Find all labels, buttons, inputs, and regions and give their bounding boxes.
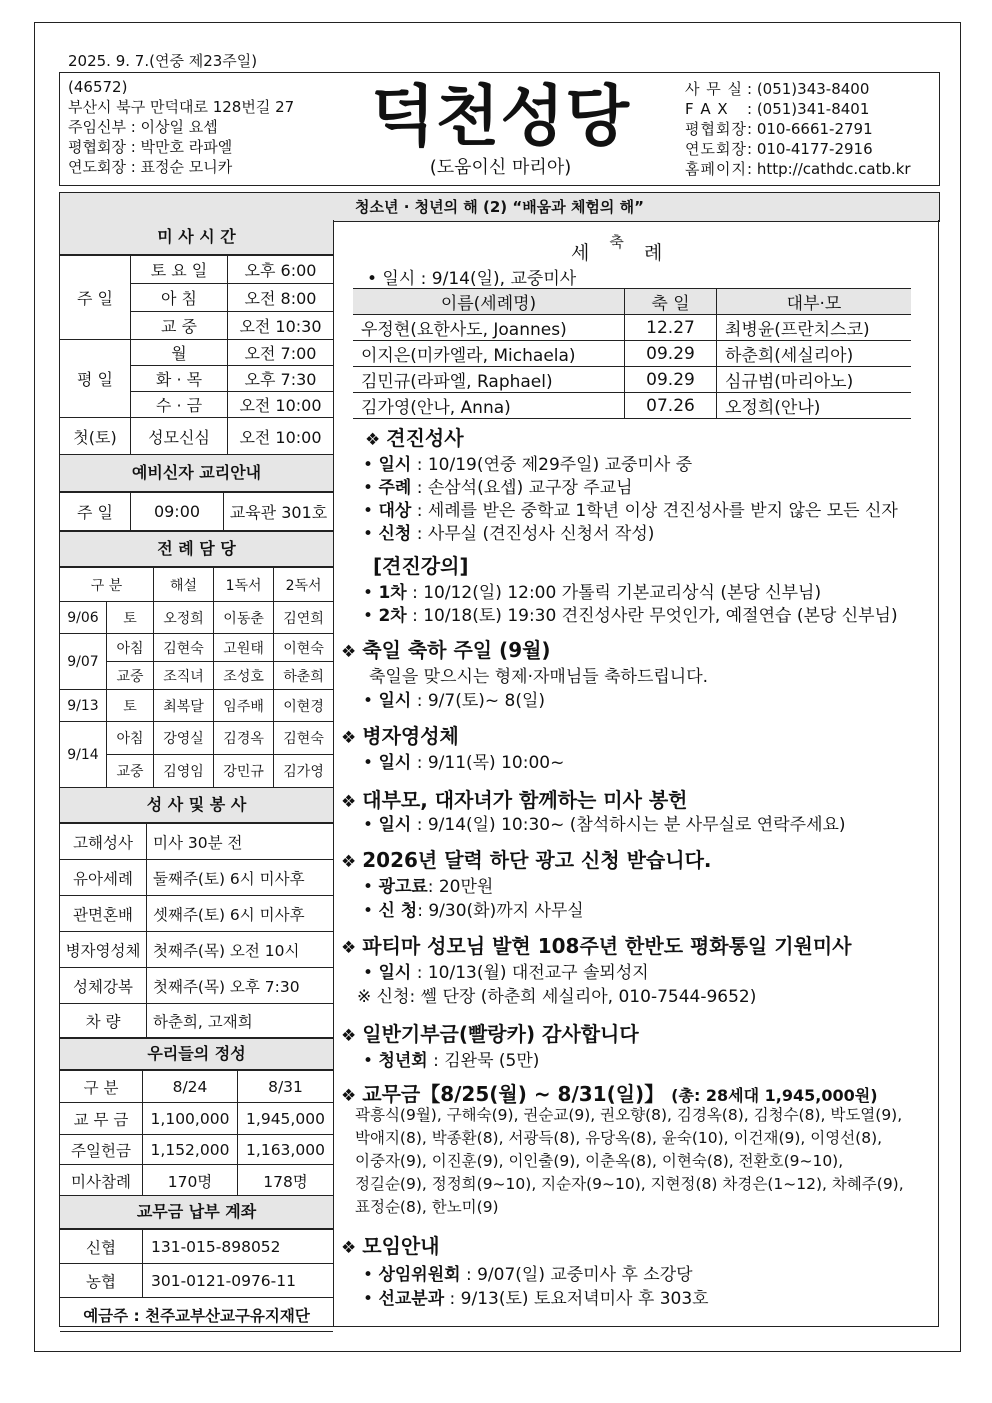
roster-date: 9/13 xyxy=(60,690,107,722)
mass-time: 오전 10:30 xyxy=(228,312,334,340)
roster-cell: 강영실 xyxy=(154,722,214,755)
contact-label: F A X xyxy=(685,100,729,118)
diamond-icon: ❖ xyxy=(341,1026,357,1046)
dues-names-line: 이중자(9), 이진훈(9), 이인출(9), 이춘옥(8), 이현숙(8), 전환호(9~10), xyxy=(355,1152,844,1170)
line-value: : 김완묵 (5만) xyxy=(427,1051,540,1071)
line-value: : 9/7(토)~ 8(일) xyxy=(411,691,546,711)
roster-cell: 강민규 xyxy=(214,755,274,788)
calendar-ad-line: • 신 청: 9/30(화)까지 사무실 xyxy=(363,901,584,921)
roster-cell: 오정희 xyxy=(154,602,214,634)
lecture-line: • 1차 : 10/12(일) 12:00 가톨릭 기본교리상식 (본당 신부님) xyxy=(363,583,822,603)
roster-cell: 김현숙 xyxy=(154,634,214,662)
roster-date: 9/14 xyxy=(60,722,107,788)
line-value: : 손삼석(요셉) 교구장 주교님 xyxy=(411,478,633,498)
baptism-name: 김민규(라파엘, Raphael) xyxy=(353,367,625,393)
roster-day: 아침 xyxy=(107,722,154,755)
service-label: 고해성사 xyxy=(60,824,147,860)
line-value: : 10/19(연중 제29주일) 교중미사 중 xyxy=(411,455,693,475)
contact-value: : (051)341-8401 xyxy=(747,100,870,118)
offering-label: 교 무 금 xyxy=(60,1103,143,1135)
baptism-name: 이지은(미카엘라, Michaela) xyxy=(353,341,625,367)
roster-cell: 김연희 xyxy=(274,602,333,634)
calendar-ad-heading xyxy=(341,844,712,873)
section-title: 견진성사 xyxy=(386,426,464,450)
contact-value: : (051)343-8400 xyxy=(747,80,870,98)
service-label: 병자영성체 xyxy=(60,932,147,968)
masthead xyxy=(59,72,940,186)
dues-total: (총: 28세대 1,945,000원) xyxy=(671,1086,878,1105)
roster-cell: 하춘희 xyxy=(274,662,333,690)
baptism-name: 김가영(안나, Anna) xyxy=(353,393,625,419)
roster-cell: 이현경 xyxy=(274,690,333,722)
sunday-label: 주 일 xyxy=(60,256,131,340)
line-key: 일시 xyxy=(378,963,412,983)
offering-value: 170명 xyxy=(143,1165,238,1197)
godparent-mass-date: • 일시 : 9/14(일) 10:30~ (참석하시는 분 사무실로 연락주세요) xyxy=(363,815,846,835)
mass-label: 교 중 xyxy=(131,312,228,340)
contact-label: 연도회장 xyxy=(685,140,747,158)
service-label: 차 량 xyxy=(60,1004,147,1038)
line-key: 광고료 xyxy=(378,877,428,897)
roster-cell: 고원태 xyxy=(214,634,274,662)
mass-label: 수 · 금 xyxy=(131,392,228,418)
diamond-icon: ❖ xyxy=(341,1238,357,1258)
mass-times-table xyxy=(60,255,333,456)
roster-cell: 이현숙 xyxy=(274,634,333,662)
confirmation-line: • 신청 : 사무실 (견진성사 신청서 작성) xyxy=(363,524,655,544)
mass-label: 월 xyxy=(131,340,228,366)
roster-day: 토 xyxy=(107,690,154,722)
line-value: : 사무실 (견진성사 신청서 작성) xyxy=(411,524,655,544)
parish-info xyxy=(68,77,294,177)
contact-value: : 010-6661-2791 xyxy=(747,120,873,138)
confirmation-line: • 주례 : 손삼석(요셉) 교구장 주교님 xyxy=(363,478,633,498)
catechumen-day: 주 일 xyxy=(60,493,131,531)
column-header: 축 일 xyxy=(625,289,717,315)
column-header: 해설 xyxy=(154,568,214,602)
column-header: 이름(세례명) xyxy=(353,289,625,315)
dues-names-line: 박애지(8), 박종환(8), 서광득(8), 유당옥(8), 윤숙(10), 이건재(9), 이영선(8), xyxy=(355,1129,883,1147)
offering-value: 1,163,000 xyxy=(238,1135,334,1165)
roster-cell: 이동춘 xyxy=(214,602,274,634)
roster-cell: 임주배 xyxy=(214,690,274,722)
mass-time: 오전 8:00 xyxy=(228,284,334,312)
line-value: : 10/18(토) 19:30 견진성사란 무엇인가, 예절연습 (본당 신부님) xyxy=(406,606,898,626)
lecture-line: • 2차 : 10/18(토) 19:30 견진성사란 무엇인가, 예절연습 (본당 신부님) xyxy=(363,606,898,626)
godparent: 최병윤(프란치스코) xyxy=(717,315,912,341)
column-header: 8/24 xyxy=(143,1071,238,1103)
account-number: 131-015-898052 xyxy=(143,1230,334,1264)
donation-heading xyxy=(341,1018,639,1047)
meetings-heading xyxy=(341,1230,440,1259)
dues-names-line: 정길순(9), 정정희(9~10), 지순자(9~10), 지현정(8) 차경은(1~12), 차혜주(9), xyxy=(355,1175,904,1193)
contact-info xyxy=(685,79,911,179)
bank-name: 농협 xyxy=(60,1264,143,1298)
line-key: 청년회 xyxy=(378,1051,428,1071)
mass-times-title: 미 사 시 간 xyxy=(60,220,333,255)
sick-communion-heading xyxy=(341,720,459,749)
dues-names-line: 곽흥식(9월), 구해숙(9), 권순교(9), 권오향(8), 김경옥(8), 김청수(8), 박도열(9), xyxy=(355,1106,903,1124)
contact-value: : 010-4177-2916 xyxy=(747,140,873,158)
service-value: 미사 30분 전 xyxy=(147,824,334,860)
account-table xyxy=(60,1229,333,1332)
section-title: 모임안내 xyxy=(362,1234,440,1258)
sacraments-title: 성 사 및 봉 사 xyxy=(60,787,333,823)
godparent: 심규범(마리아노) xyxy=(717,367,912,393)
baptism-title-char: 세 xyxy=(571,242,590,264)
service-label: 관면혼배 xyxy=(60,896,147,932)
service-value: 셋째주(토) 6시 미사후 xyxy=(147,896,334,932)
first-saturday-label: 첫(토) xyxy=(60,418,131,456)
line-key: 주례 xyxy=(378,478,412,498)
fatima-date: • 일시 : 10/13(월) 대전교구 솔뫼성지 xyxy=(363,963,649,983)
line-value: : 10/13(월) 대전교구 솔뫼성지 xyxy=(411,963,649,983)
service-label: 유아세례 xyxy=(60,860,147,896)
baptism-table xyxy=(353,288,911,419)
fatima-heading xyxy=(341,930,852,959)
line-key: 일시 xyxy=(378,753,412,773)
roster-cell: 김가영 xyxy=(274,755,333,788)
mass-time: 오후 7:30 xyxy=(228,366,334,392)
left-column xyxy=(59,220,334,1327)
column-header: 1독서 xyxy=(214,568,274,602)
mass-label: 토 요 일 xyxy=(131,256,228,284)
section-title: 파티마 성모님 발현 108주년 한반도 평화통일 기원미사 xyxy=(362,934,852,958)
diamond-icon: ❖ xyxy=(341,792,357,812)
contact-label: 사 무 실 xyxy=(685,80,744,98)
liturgy-title: 전 례 담 당 xyxy=(60,531,333,567)
catechumen-section xyxy=(60,454,333,531)
roster-day: 토 xyxy=(107,602,154,634)
donation-line: • 청년회 : 김완묵 (5만) xyxy=(363,1051,540,1071)
sick-communion-date: • 일시 : 9/11(목) 10:00~ xyxy=(363,753,565,773)
roster-date: 9/06 xyxy=(60,602,107,634)
section-title: 축일 축하 주일 (9월) xyxy=(362,638,551,662)
confirmation-line: • 대상 : 세례를 받은 중학교 1학년 이상 견진성사를 받지 않은 모든 신자 xyxy=(363,501,898,521)
feast-heading xyxy=(341,634,551,663)
baptism-name: 우정현(요한사도, Joannes) xyxy=(353,315,625,341)
line-key: 신청 xyxy=(378,524,412,544)
feast-day: 12.27 xyxy=(625,315,717,341)
account-number: 301-0121-0976-11 xyxy=(143,1264,334,1298)
service-label: 성체강복 xyxy=(60,968,147,1004)
offering-label: 미사참례 xyxy=(60,1165,143,1197)
diamond-icon: ❖ xyxy=(341,728,357,748)
calendar-ad-line: • 광고료: 20만원 xyxy=(363,877,494,897)
catechumen-title: 예비신자 교리안내 xyxy=(60,454,333,492)
homepage-link[interactable]: : http://cathdc.catb.kr xyxy=(747,160,911,178)
line-key: 일시 xyxy=(378,815,412,835)
column-header: 구 분 xyxy=(60,568,154,602)
line-value: : 9/13(토) 토요저녁미사 후 303호 xyxy=(444,1289,709,1309)
column-header: 8/31 xyxy=(238,1071,334,1103)
line-value: : 세례를 받은 중학교 1학년 이상 견진성사를 받지 않은 모든 신자 xyxy=(411,501,898,521)
column-header: 구 분 xyxy=(60,1071,143,1103)
service-value: 첫째주(목) 오전 10시 xyxy=(147,932,334,968)
dues-names xyxy=(355,1104,925,1219)
sacraments-table xyxy=(60,823,333,1038)
feast-date: • 일시 : 9/7(토)~ 8(일) xyxy=(363,691,546,711)
section-title: 2026년 달력 하단 광고 신청 받습니다. xyxy=(362,848,712,872)
zip-code: (46572) xyxy=(68,78,128,96)
diamond-icon: ❖ xyxy=(341,642,357,662)
confirmation-lectures-heading: [견진강의] xyxy=(373,554,469,578)
baptism-date: • 일시 : 9/14(일), 교중미사 xyxy=(367,269,577,289)
line-key: 일시 xyxy=(378,455,412,475)
section-title: 교무금【8/25(월) ~ 8/31(일)】 xyxy=(362,1082,665,1106)
pastor: 주임신부 : 이상일 요셉 xyxy=(68,118,218,136)
diamond-icon: ❖ xyxy=(341,1086,357,1106)
contact-label: 평협회장 xyxy=(685,120,747,138)
line-key: 일시 xyxy=(378,691,412,711)
catechumen-table xyxy=(60,492,333,531)
bank-name: 신협 xyxy=(60,1230,143,1264)
column-header: 대부·모 xyxy=(717,289,912,315)
right-column xyxy=(333,220,939,1327)
line-key: 2차 xyxy=(378,606,407,626)
feast-day: 09.29 xyxy=(625,367,717,393)
section-title: 일반기부금(빨랑카) 감사합니다 xyxy=(362,1022,639,1046)
mass-time: 오전 10:00 xyxy=(228,392,334,418)
church-title xyxy=(358,75,643,179)
line-value: : 10/12(일) 12:00 가톨릭 기본교리상식 (본당 신부님) xyxy=(406,583,822,603)
offering-section xyxy=(60,1038,333,1197)
line-value: : 9/07(일) 교중미사 후 소강당 xyxy=(460,1265,693,1285)
dues-heading xyxy=(341,1078,878,1107)
godparent: 하춘희(세실리아) xyxy=(717,341,912,367)
offering-value: 1,100,000 xyxy=(143,1103,238,1135)
baptism-title xyxy=(571,233,663,265)
feast-day: 07.26 xyxy=(625,393,717,419)
diamond-icon: ❖ xyxy=(341,852,357,872)
bulletin-date: 2025. 9. 7.(연중 제23주일) xyxy=(68,52,258,70)
roster-cell: 김경옥 xyxy=(214,722,274,755)
account-holder: 예금주 : 천주교부산교구유지재단 xyxy=(60,1298,333,1332)
church-name: 덕천성당 xyxy=(370,77,631,155)
line-key: 1차 xyxy=(378,583,407,603)
godparent-mass-heading xyxy=(341,784,688,813)
contact-label: 홈페이지 xyxy=(685,160,747,178)
mass-time: 오후 6:00 xyxy=(228,256,334,284)
fatima-note: ※ 신청: 쎌 단장 (하춘희 세실리아, 010-7544-9652) xyxy=(357,987,757,1007)
roster-day: 교중 xyxy=(107,662,154,690)
roster-date: 9/07 xyxy=(60,634,107,690)
account-section xyxy=(60,1195,333,1332)
line-key: 대상 xyxy=(378,501,412,521)
offering-value: 1,152,000 xyxy=(143,1135,238,1165)
account-title: 교무금 납부 계좌 xyxy=(60,1195,333,1229)
confirmation-line: • 일시 : 10/19(연중 제29주일) 교중미사 중 xyxy=(363,455,693,475)
year-theme-banner: 청소년 · 청년의 해 (2) “배움과 체험의 해” xyxy=(59,192,940,222)
mass-label: 화 · 목 xyxy=(131,366,228,392)
roster-cell: 최복달 xyxy=(154,690,214,722)
confirmation-heading xyxy=(365,422,464,451)
feast-day: 09.29 xyxy=(625,341,717,367)
dues-names-line: 표정순(8), 한노미(9) xyxy=(355,1198,499,1216)
liturgy-section xyxy=(60,531,333,788)
weekday-label: 평 일 xyxy=(60,340,131,418)
catechumen-time: 09:00 xyxy=(131,493,224,531)
roster-cell: 김현숙 xyxy=(274,722,333,755)
line-value: : 20만원 xyxy=(427,877,494,897)
dove-icon xyxy=(609,231,624,252)
catechumen-place: 교육관 301호 xyxy=(224,493,334,531)
service-value: 하춘희, 고재희 xyxy=(147,1004,334,1038)
baptism-title-char: 례 xyxy=(643,242,663,264)
legion-head: 연도회장 : 표정순 모니카 xyxy=(68,158,233,176)
offering-title: 우리들의 정성 xyxy=(60,1038,333,1070)
liturgy-table xyxy=(60,567,333,788)
service-value: 둘째주(토) 6시 미사후 xyxy=(147,860,334,896)
roster-cell: 조성호 xyxy=(214,662,274,690)
line-value: : 9/11(목) 10:00~ xyxy=(411,753,565,773)
column-header: 2독서 xyxy=(274,568,333,602)
roster-day: 아침 xyxy=(107,634,154,662)
roster-day: 교중 xyxy=(107,755,154,788)
mass-time: 오전 10:00 xyxy=(228,418,334,456)
mass-time: 오전 7:00 xyxy=(228,340,334,366)
feast-text: 축일을 맞으시는 형제·자매님들 축하드립니다. xyxy=(369,667,709,687)
line-key: 상임위원회 xyxy=(378,1265,461,1285)
line-value: : 9/30(화)까지 사무실 xyxy=(417,901,584,921)
meeting-line: • 상임위원회 : 9/07(일) 교중미사 후 소강당 xyxy=(363,1265,693,1285)
roster-cell: 조직녀 xyxy=(154,662,214,690)
section-title: 병자영성체 xyxy=(362,724,459,748)
offering-value: 1,945,000 xyxy=(238,1103,334,1135)
roster-cell: 김영임 xyxy=(154,755,214,788)
mass-label: 아 침 xyxy=(131,284,228,312)
mass-label: 성모신심 xyxy=(131,418,228,456)
diamond-icon: ❖ xyxy=(341,938,357,958)
baptism-title-char: 축 xyxy=(609,233,624,251)
offering-label: 주일헌금 xyxy=(60,1135,143,1165)
sacraments-section xyxy=(60,787,333,1038)
section-title: 대부모, 대자녀가 함께하는 미사 봉헌 xyxy=(362,788,688,812)
diamond-icon: ❖ xyxy=(365,430,381,450)
address: 부산시 북구 만덕대로 128번길 27 xyxy=(68,98,295,116)
mass-times xyxy=(60,220,333,456)
service-value: 첫째주(목) 오후 7:30 xyxy=(147,968,334,1004)
meeting-line: • 선교분과 : 9/13(토) 토요저녁미사 후 303호 xyxy=(363,1289,709,1309)
offering-value: 178명 xyxy=(238,1165,334,1197)
council-head: 평협회장 : 박만호 라파엘 xyxy=(68,138,233,156)
line-key: 신 청 xyxy=(378,901,418,921)
line-value: : 9/14(일) 10:30~ (참석하시는 분 사무실로 연락주세요) xyxy=(411,815,846,835)
offering-table xyxy=(60,1070,333,1197)
line-key: 선교분과 xyxy=(378,1289,445,1309)
godparent: 오정희(안나) xyxy=(717,393,912,419)
church-patron: (도움이신 마리아) xyxy=(429,157,572,178)
